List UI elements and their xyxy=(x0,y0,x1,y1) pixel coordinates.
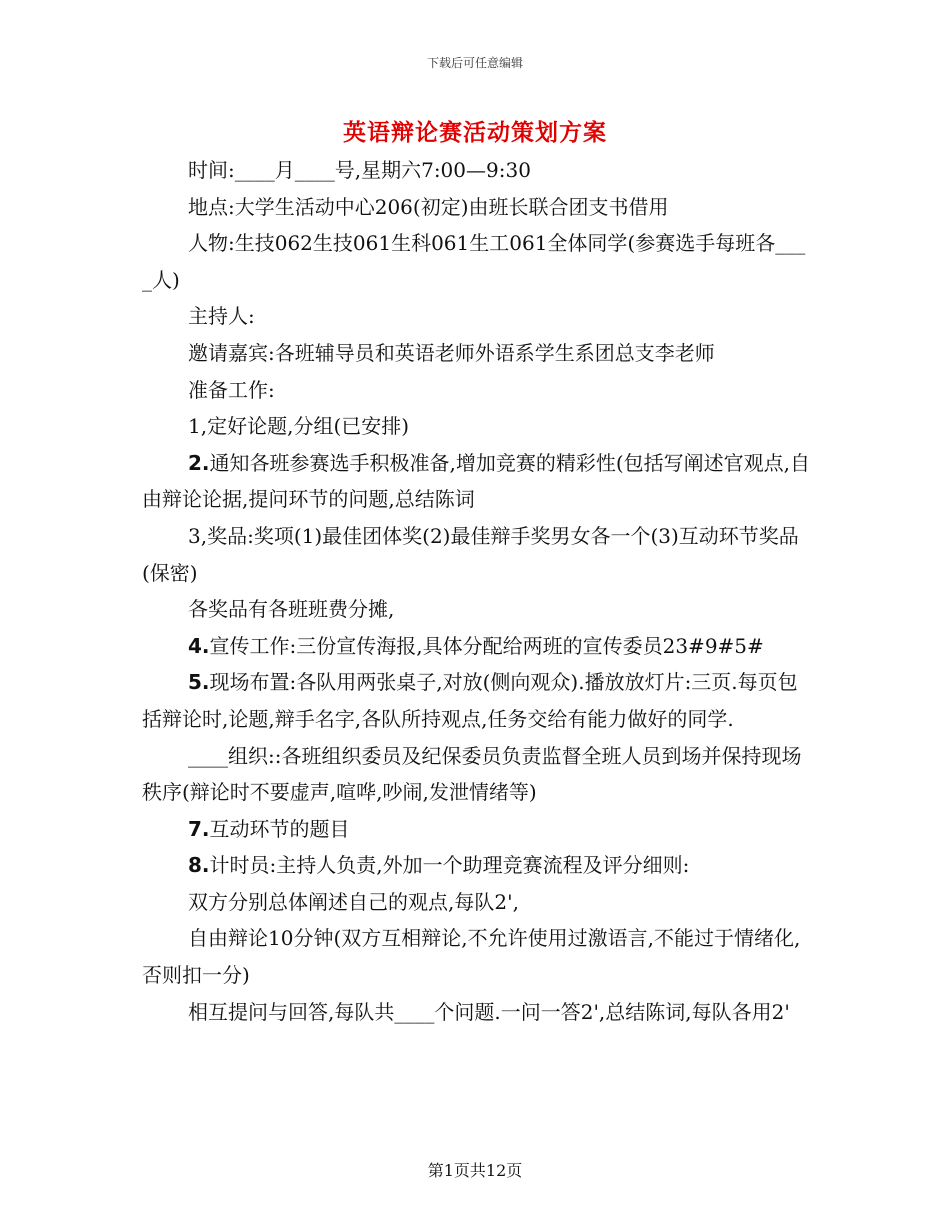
document-paragraph xyxy=(142,408,812,445)
document-paragraph xyxy=(142,189,812,226)
document-paragraph xyxy=(142,628,812,665)
document-paragraph xyxy=(142,811,812,848)
paragraph-text: 现场布置:各队用两张桌子,对放(侧向观众).播放放灯片:三页.每页包括辩论时,论题,辩手名字,各队所持观点,任务交给有能力做好的同学. xyxy=(142,670,798,731)
document-paragraph xyxy=(142,994,812,1031)
paragraph-text: 各奖品有各班班费分摊, xyxy=(188,597,395,622)
document-paragraph xyxy=(142,518,812,591)
paragraph-text: 通知各班参赛选手积极准备,增加竞赛的精彩性(包括写阐述官观点,自由辩论论据,提问环节的问题,总结陈词 xyxy=(142,450,811,512)
document-body xyxy=(142,152,812,1030)
paragraph-number: 8. xyxy=(188,853,210,878)
paragraph-number: 5. xyxy=(188,670,210,695)
paragraph-text: 1,定好论题,分组(已安排) xyxy=(188,414,410,439)
paragraph-text: ____组织::各班组织委员及纪保委员负责监督全班人员到场并保持现场秩序(辩论时不要虚声,喧哗,吵闹,发泄情绪等) xyxy=(142,743,802,805)
paragraph-text: 双方分别总体阐述自己的观点,每队2', xyxy=(188,889,519,914)
paragraph-text: 地点:大学生活动中心206(初定)由班长联合团支书借用 xyxy=(188,194,669,219)
document-title: 英语辩论赛活动策划方案 xyxy=(343,119,607,146)
document-paragraph xyxy=(142,152,812,189)
paragraph-text: 自由辩论10分钟(双方互相辩论,不允许使用过激语言,不能过于情绪化,否则扣一分) xyxy=(142,926,801,988)
document-paragraph xyxy=(142,335,812,372)
paragraph-text: 准备工作: xyxy=(188,377,275,402)
paragraph-text: 主持人: xyxy=(188,304,255,329)
document-paragraph xyxy=(142,920,812,993)
paragraph-number: 7. xyxy=(188,816,210,841)
document-paragraph xyxy=(142,445,812,518)
paragraph-text: 人物:生技062生技061生科061生工061全体同学(参赛选手每班各____人) xyxy=(142,231,806,292)
document-paragraph xyxy=(142,738,812,811)
document-paragraph xyxy=(142,847,812,884)
document-paragraph xyxy=(142,225,812,298)
page-footer: 第1页共12页 xyxy=(427,1161,523,1180)
paragraph-number: 4. xyxy=(188,633,210,658)
document-paragraph xyxy=(142,591,812,628)
paragraph-text: 计时员:主持人负责,外加一个助理竞赛流程及评分细则: xyxy=(209,853,690,878)
paragraph-text: 3,奖品:奖项(1)最佳团体奖(2)最佳辩手奖男女各一个(3)互动环节奖品(保密) xyxy=(142,523,799,585)
document-paragraph xyxy=(142,664,812,737)
document-paragraph xyxy=(142,372,812,409)
paragraph-text: 邀请嘉宾:各班辅导员和英语老师外语系学生系团总支李老师 xyxy=(188,340,715,365)
paragraph-text: 相互提问与回答,每队共____个问题.一问一答2',总结陈词,每队各用2' xyxy=(188,999,790,1024)
paragraph-text: 宣传工作:三份宣传海报,具体分配给两班的宣传委员23#9#5# xyxy=(209,633,764,658)
document-paragraph xyxy=(142,884,812,921)
paragraph-text: 互动环节的题目 xyxy=(209,816,350,841)
header-note: 下载后可任意编辑 xyxy=(426,56,523,70)
paragraph-text: 时间:____月____号,星期六7:00—9:30 xyxy=(188,158,531,182)
paragraph-number: 2. xyxy=(188,450,210,475)
document-paragraph xyxy=(142,298,812,335)
